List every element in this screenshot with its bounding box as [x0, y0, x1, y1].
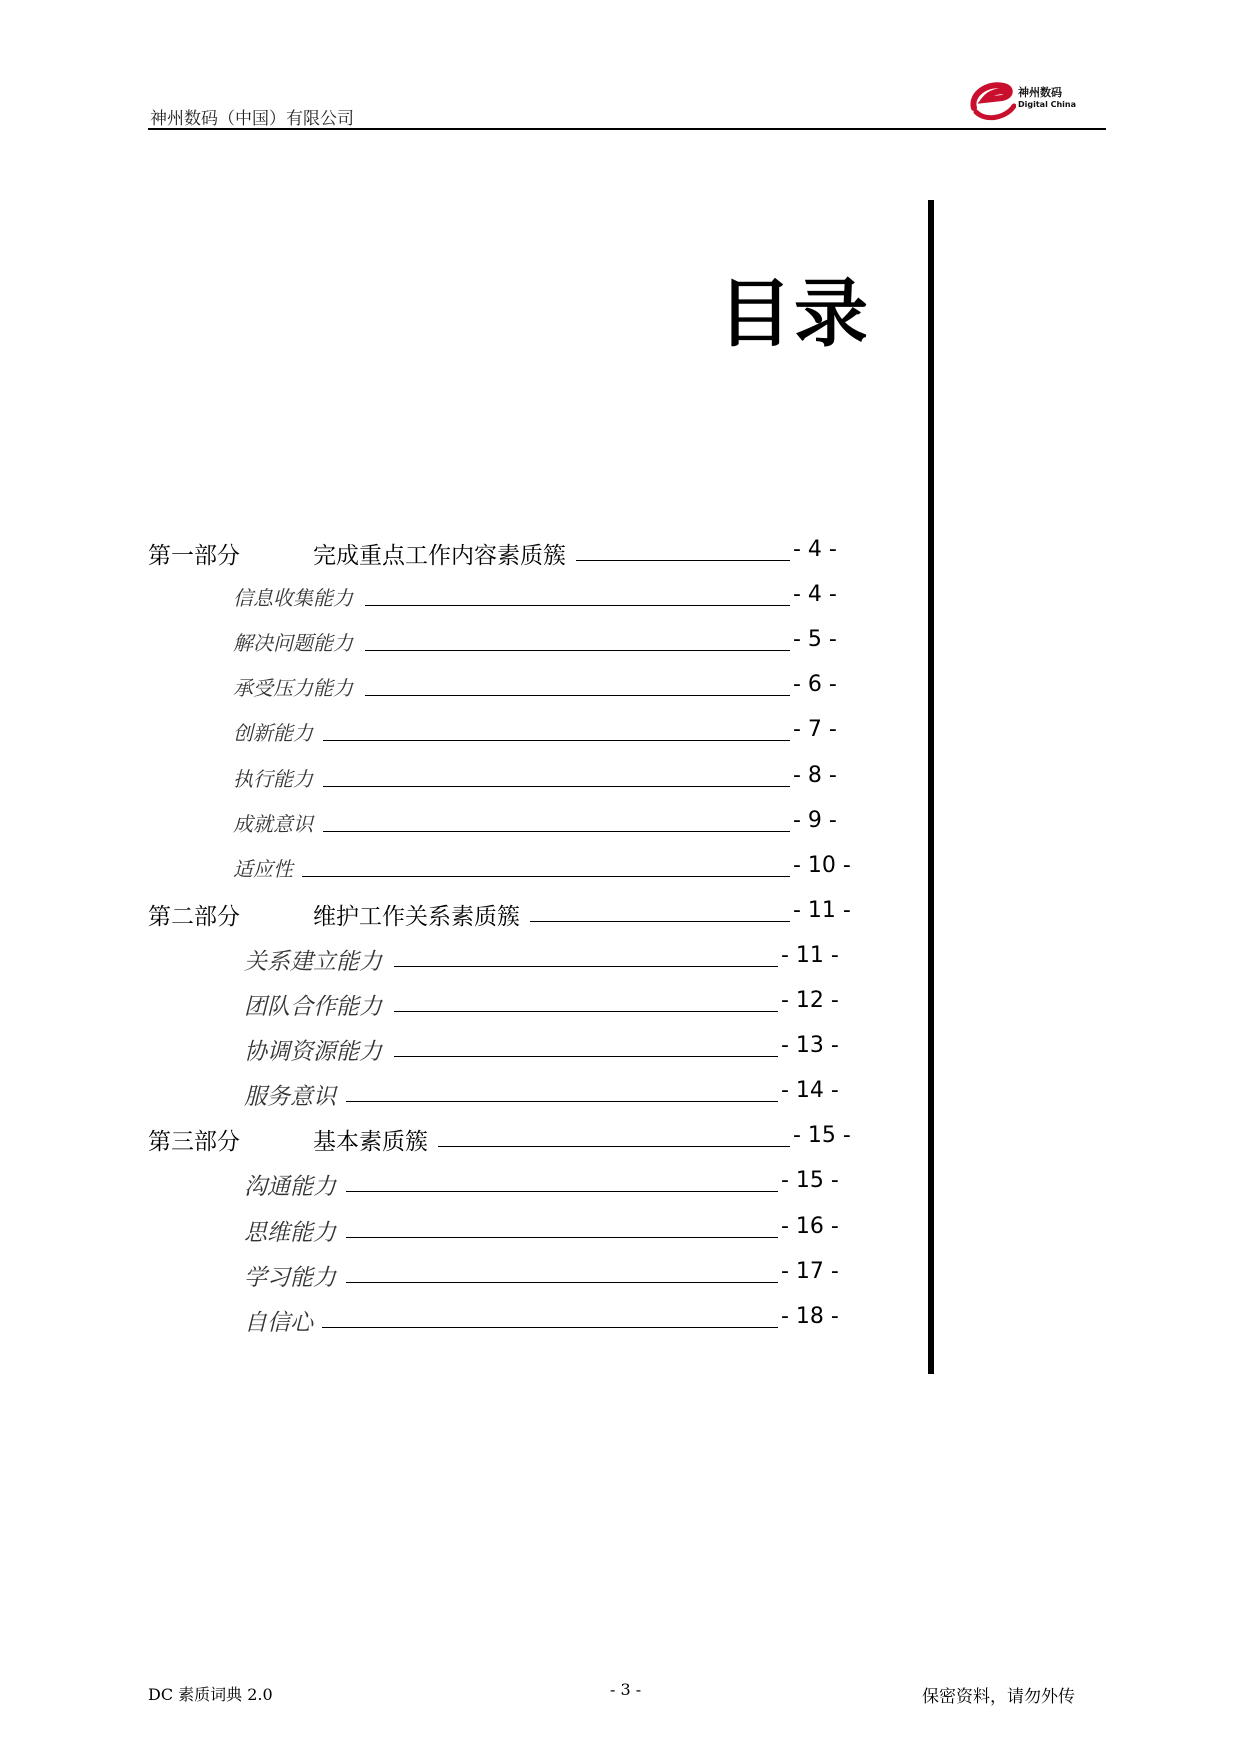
logo-text-cn: 神州数码 — [1018, 86, 1062, 99]
toc-page-number: - 4 - — [793, 582, 837, 608]
toc-entry[interactable] — [148, 537, 870, 567]
footer-doc-name: DC 素质词典 2.0 — [148, 1685, 273, 1704]
toc-page-number: - 13 - — [781, 1033, 839, 1059]
toc-page-number: - 8 - — [793, 762, 837, 788]
toc-leader-line — [323, 740, 790, 741]
toc-page-number: - 7 - — [793, 717, 837, 743]
toc-entry-label: 信息收集能力 — [233, 586, 353, 611]
toc-part-number: 第一部分 — [148, 543, 240, 569]
toc-entry-label: 服务意识 — [244, 1084, 336, 1111]
toc-entry[interactable] — [244, 988, 870, 1018]
toc-page-number: - 16 - — [781, 1213, 839, 1239]
toc-leader-line — [394, 1011, 778, 1012]
toc-entry[interactable] — [233, 853, 870, 883]
logo-text-en: Digital China — [1018, 100, 1077, 109]
toc-part-title: 基本素质簇 — [313, 1129, 428, 1156]
toc-leader-line — [346, 1282, 778, 1283]
toc-page-number: - 9 - — [793, 807, 837, 833]
toc-page-number: - 10 - — [793, 852, 851, 878]
toc-page-number: - 6 - — [793, 672, 837, 698]
page-title: 目录 — [718, 271, 870, 357]
toc-entry[interactable] — [233, 717, 870, 747]
toc-entry-label — [148, 1123, 428, 1156]
toc-page-number: - 15 - — [793, 1123, 851, 1149]
toc-entry-label: 创新能力 — [233, 721, 313, 746]
toc-entry-label: 适应性 — [233, 856, 293, 881]
toc-entry[interactable] — [148, 898, 870, 928]
toc-page-number: - 15 - — [781, 1168, 839, 1194]
toc-entry[interactable] — [233, 808, 870, 838]
toc-entry[interactable] — [148, 1123, 870, 1156]
toc-entry-label: 思维能力 — [244, 1219, 336, 1246]
toc-page-number: - 14 - — [781, 1078, 839, 1104]
toc-entry-label: 承受压力能力 — [233, 676, 353, 701]
toc-entry[interactable] — [244, 1304, 870, 1334]
toc-entry-label: 沟通能力 — [244, 1174, 336, 1201]
toc-page-number: - 11 - — [781, 942, 839, 968]
toc-leader-line — [323, 786, 790, 787]
toc-page-number: - 18 - — [781, 1303, 839, 1329]
toc-entry-label: 解决问题能力 — [233, 631, 353, 656]
toc-entry[interactable] — [244, 1033, 870, 1066]
toc-leader-line — [394, 966, 778, 967]
toc-entry-label: 协调资源能力 — [244, 1039, 382, 1066]
toc-page-number: - 17 - — [781, 1258, 839, 1284]
company-logo — [968, 78, 1080, 122]
toc-page-number: - 4 - — [793, 537, 837, 562]
toc-leader-line — [394, 1056, 778, 1057]
toc-leader-line — [576, 560, 790, 561]
toc-entry[interactable] — [244, 1078, 870, 1111]
toc-leader-line — [365, 650, 790, 651]
vertical-bar — [928, 200, 934, 1374]
toc-leader-line — [346, 1191, 778, 1192]
toc-leader-line — [346, 1101, 778, 1102]
toc-leader-line — [302, 876, 790, 877]
toc-entry-label: 自信心 — [244, 1309, 313, 1336]
toc-entry-label: 成就意识 — [233, 811, 313, 836]
logo-swirl-icon — [968, 78, 1016, 122]
toc-entry-label: 团队合作能力 — [244, 994, 382, 1020]
toc-leader-line — [365, 695, 790, 696]
header-company: 神州数码（中国）有限公司 — [150, 109, 354, 129]
toc-entry-label: 关系建立能力 — [244, 948, 382, 975]
toc-entry[interactable] — [233, 763, 870, 793]
toc-leader-line — [438, 1146, 790, 1147]
toc-entry[interactable] — [244, 943, 870, 973]
toc-entry[interactable] — [233, 672, 870, 702]
toc-entry[interactable] — [244, 1259, 870, 1289]
toc-part-number: 第二部分 — [148, 903, 240, 930]
toc-part-number: 第三部分 — [148, 1129, 240, 1156]
toc-leader-line — [530, 921, 790, 922]
toc-leader-line — [323, 831, 790, 832]
header-rule — [148, 128, 1106, 130]
toc-entry[interactable] — [244, 1168, 870, 1201]
toc-page-number: - 12 - — [781, 988, 839, 1013]
toc-part-title: 完成重点工作内容素质簇 — [313, 543, 566, 569]
toc-page-number: - 5 - — [793, 627, 837, 653]
footer-page-number: - 3 - — [610, 1680, 642, 1699]
toc-leader-line — [346, 1237, 778, 1238]
toc-entry[interactable] — [233, 627, 870, 657]
footer-confidential: 保密资料，请勿外传 — [922, 1687, 1075, 1707]
toc-part-title: 维护工作关系素质簇 — [313, 903, 520, 930]
toc-entry[interactable] — [244, 1214, 870, 1244]
toc-leader-line — [365, 605, 790, 606]
toc-entry-label: 学习能力 — [244, 1264, 336, 1291]
toc-entry[interactable] — [233, 582, 870, 612]
toc-entry-label — [148, 898, 520, 931]
toc-entry-label: 执行能力 — [233, 766, 313, 791]
toc-page-number: - 11 - — [793, 897, 851, 923]
toc-leader-line — [322, 1327, 778, 1328]
toc-entry-label — [148, 537, 566, 570]
